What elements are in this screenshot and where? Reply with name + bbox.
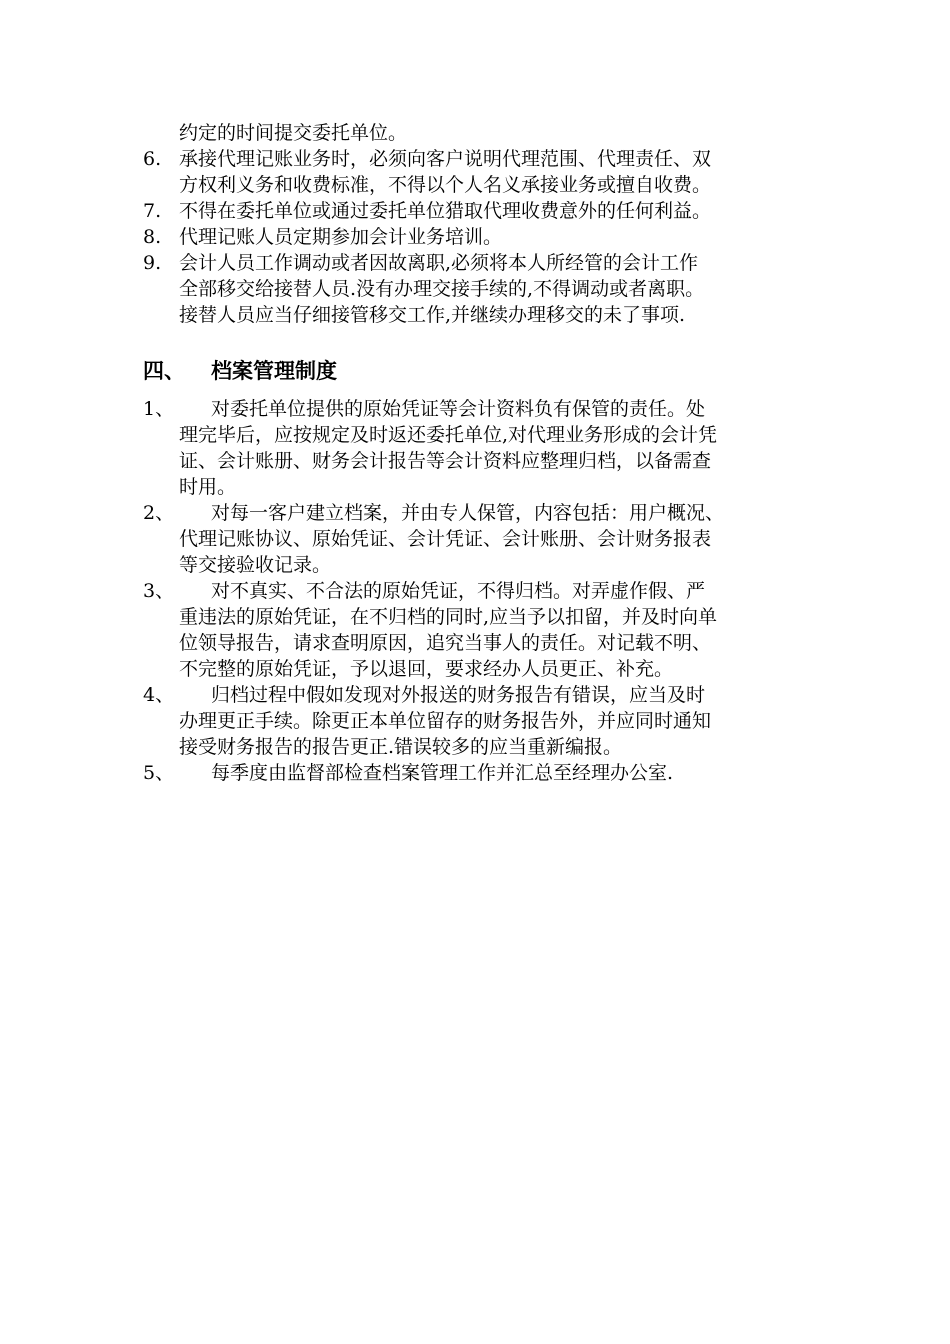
item-line: 承接代理记账业务时，必须向客户说明代理范围、代理责任、双: [179, 148, 712, 170]
item-number: 4、: [143, 684, 175, 706]
item-line: 对每一客户建立档案，并由专人保管，内容包括：用户概况、: [211, 502, 725, 524]
section-number: 四、: [143, 359, 185, 383]
item-line: 接受财务报告的报告更正.错误较多的应当重新编报。: [179, 736, 623, 758]
list-item-8: [143, 224, 823, 250]
item-number: 5、: [143, 762, 175, 784]
document-body: [143, 120, 823, 786]
item-line: 方权利义务和收费标准，不得以个人名义承接业务或擅自收费。: [179, 174, 712, 196]
item-line: 理完毕后，应按规定及时返还委托单位,对代理业务形成的会计凭: [179, 424, 718, 446]
item-line: 证、会计账册、财务会计报告等会计资料应整理归档，以备需查: [179, 450, 712, 472]
item-number: 6.: [143, 148, 162, 170]
item-line: 代理记账协议、原始凭证、会计凭证、会计账册、会计财务报表: [179, 528, 712, 550]
item-line: 对委托单位提供的原始凭证等会计资料负有保管的责任。处: [211, 398, 706, 420]
archive-item-3: [143, 578, 823, 682]
section-title: 档案管理制度: [211, 359, 337, 383]
list-item-7: [143, 198, 823, 224]
archive-item-4: [143, 682, 823, 760]
item-line: 对不真实、不合法的原始凭证，不得归档。对弄虚作假、严: [211, 580, 706, 602]
item-line: 会计人员工作调动或者因故离职,必须将本人所经管的会计工作: [179, 252, 699, 274]
item-number: 8.: [143, 226, 162, 248]
item-number: 1、: [143, 398, 175, 420]
item-number: 3、: [143, 580, 175, 602]
archive-item-5: [143, 760, 823, 786]
item-number: 7.: [143, 200, 162, 222]
continuation-line: 约定的时间提交委托单位。: [179, 122, 408, 144]
item-line: 等交接验收记录。: [179, 554, 332, 576]
item-line: 归档过程中假如发现对外报送的财务报告有错误，应当及时: [211, 684, 706, 706]
archive-item-2: [143, 500, 823, 578]
item-line: 重违法的原始凭证，在不归档的同时,应当予以扣留，并及时向单: [179, 606, 718, 628]
item-line: 办理更正手续。除更正本单位留存的财务报告外，并应同时通知: [179, 710, 712, 732]
archive-item-1: [143, 396, 823, 500]
section-heading: [143, 356, 823, 386]
item-line: 不完整的原始凭证，予以退回，要求经办人员更正、补充。: [179, 658, 674, 680]
item-number: 9.: [143, 252, 162, 274]
item-number: 2、: [143, 502, 175, 524]
item-line: 每季度由监督部检查档案管理工作并汇总至经理办公室.: [211, 762, 674, 784]
item-line: 代理记账人员定期参加会计业务培训。: [179, 226, 503, 248]
item-line: 位领导报告，请求查明原因，追究当事人的责任。对记载不明、: [179, 632, 712, 654]
item-line: 接替人员应当仔细接管移交工作,并继续办理移交的未了事项.: [179, 304, 686, 326]
list-item-9: [143, 250, 823, 328]
item-line: 不得在委托单位或通过委托单位猎取代理收费意外的任何利益。: [179, 200, 712, 222]
item-line: 时用。: [179, 476, 237, 498]
list-item-6: [143, 146, 823, 198]
item-line: 全部移交给接替人员.没有办理交接手续的,不得调动或者离职。: [179, 278, 705, 300]
